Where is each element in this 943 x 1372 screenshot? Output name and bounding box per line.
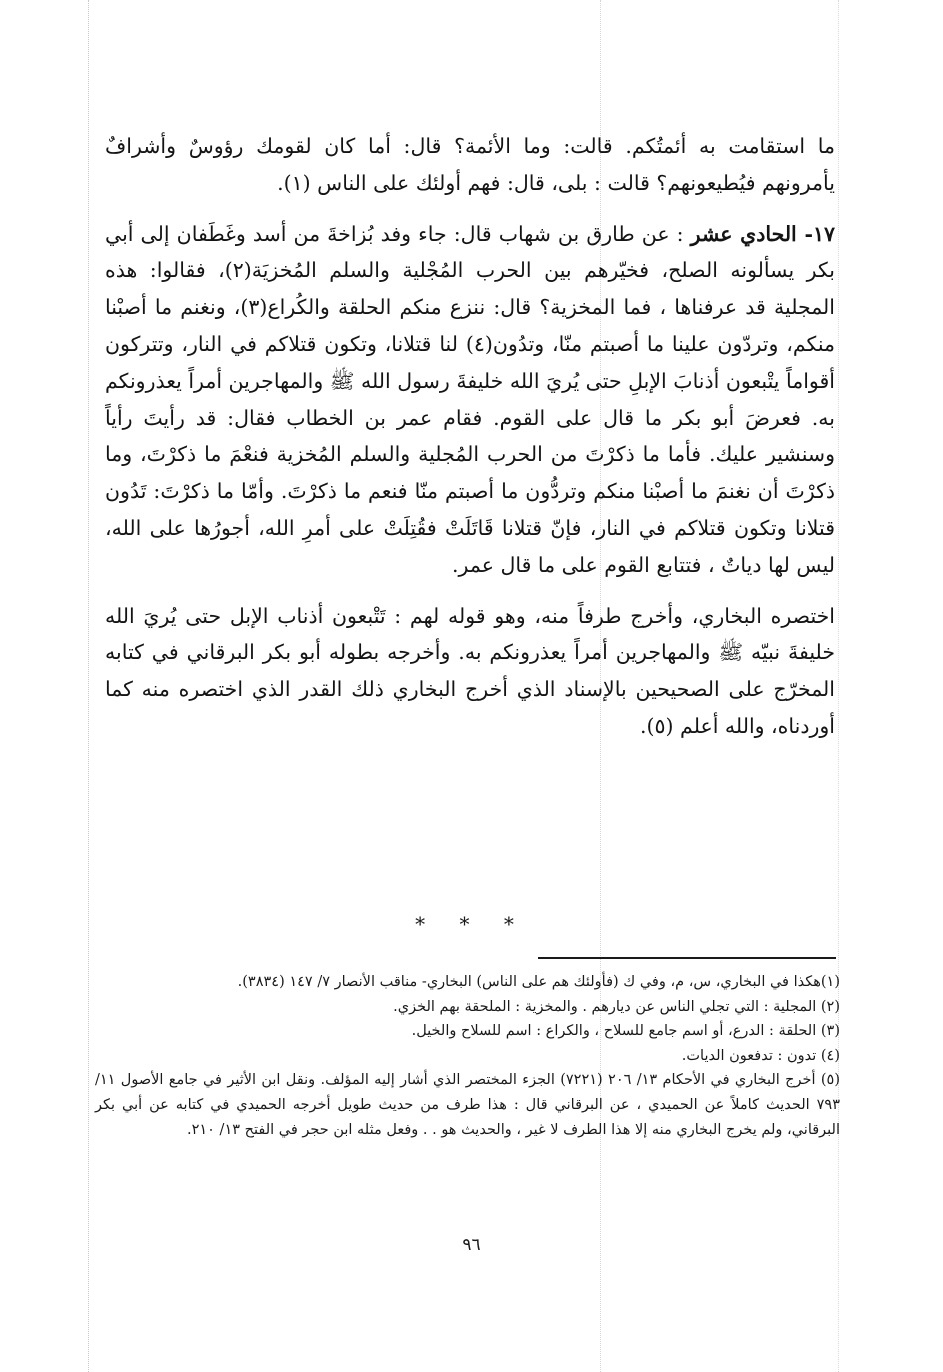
scan-artifact-line (88, 0, 89, 1372)
section-separator: * * * (415, 912, 528, 936)
paragraph-text: ما استقامت به أئمتُكم. قالت: وما الأئمة؟ قال: أما كان لقومك رؤوسٌ وأشرافٌ يأمرونهم فيُطيعونهم؟ قالت : بلى، قال: فهم أولئك على الناس (١). (105, 134, 835, 195)
footnote-4: (٤) تدون : تدفعون الديات. (681, 1047, 840, 1064)
paragraph-continuation (105, 128, 835, 202)
footnotes (95, 970, 840, 1142)
paragraph-text: اختصره البخاري، وأخرج طرفاً منه، وهو قوله لهم : تَتْبعون أذناب الإبل حتى يُريَ الله خليفةَ نبيّه ﷺ والمهاجرين أمراً يعذرونكم به. وأخرجه بطوله أبو بكر البرقاني في كتابه المخرّج على الصحيحين بالإسناد الذي أخرج البخاري ذلك القدر الذي اختصره منه كما أوردناه، والله أعلم (٥). (105, 603, 835, 738)
footnote-5: (٥) أخرج البخاري في الأحكام ١٣/ ٢٠٦ (٧٢٢١) الجزء المختصر الذي أشار إليه المؤلف. ونقل ابن الأثير في جامع الأصول ١١/ ٧٩٣ الحديث كاملاً عن الحميدي ، عن البرقاني قال : هذا طرف من حديث طويل أخرجه الحميدي في كتابه عن أبي بكر البرقاني، ولم يخرج البخاري منه إلا هذا الطرف لا غير ، والحديث هو . . وفعل مثله ابن حجر في الفتح ١٣/ ٢١٠. (95, 1072, 840, 1138)
paragraph-text: : عن طارق بن شهاب قال: جاء وفد بُزاخةَ من أسد وغَطَفان إلى أبي بكر يسألونه الصلح، فخيّرهم بين الحرب المُجْلية والسلم المُخزيَة(٢)، فقالوا: هذه المجلية قد عرفناها ، فما المخزية؟ قال: ننزع منكم الحلقة والكُراع(٣)، ونغنم ما أصبْنا منكم، وتردّون علينا ما أصبتم منّا، وتدُون(٤) لنا قتلانا، وتكون قتلاكم في النار، وتتركون أقواماً يتْبعون أذنابَ الإبلِ حتى يُريَ الله خليفةَ رسول الله ﷺ والمهاجرين أمراً يعذرونكم به. فعرضَ أبو بكر ما قال على القوم. فقام عمر بن الخطاب فقال: قد رأيتَ رأياً وسنشير عليك. فأما ما ذكرْتَ من الحرب المُجلية والسلم المُخزية فنعْمَ ما ذكرْتَ، وما ذكرْتَ أن نغنمَ ما أصبْنا منكم وتردُّون ما أصبتم منّا فنعم ما ذكرْتَ. وأمّا ما ذكرْتَ: تَدُون قتلانا وتكون قتلاكم في النار، فإنّ قتلانا قَاتَلَتْ فقُتِلَتْ على أمرِ الله، أجورُها على الله، ليس لها دياتٌ ، فتتابع القوم على ما قال عمر. (105, 221, 836, 577)
commentary-paragraph (105, 598, 835, 745)
footnote-3: (٣) الحلقة : الدرع، أو اسم جامع للسلاح ، والكراع : اسم للسلاح والخيل. (411, 1023, 840, 1040)
hadith-paragraph-17 (105, 216, 835, 584)
footnote-rule (538, 957, 836, 959)
scan-artifact-line (838, 0, 839, 1372)
main-text (105, 128, 835, 745)
footnote-1: (١)هكذا في البخاري، س، م، وفي ك (فأولئك هم على الناس) البخاري- مناقب الأنصار ٧/ ١٤٧ (٣٨٣٤). (237, 974, 840, 990)
hadith-heading: ١٧- الحادي عشر (690, 221, 835, 246)
footnote-2: (٢) المجلية : التي تجلي الناس عن ديارهم . والمخزية : الملحقة بهم الخزي. (393, 998, 840, 1015)
page-number: ٩٦ (462, 1235, 481, 1255)
